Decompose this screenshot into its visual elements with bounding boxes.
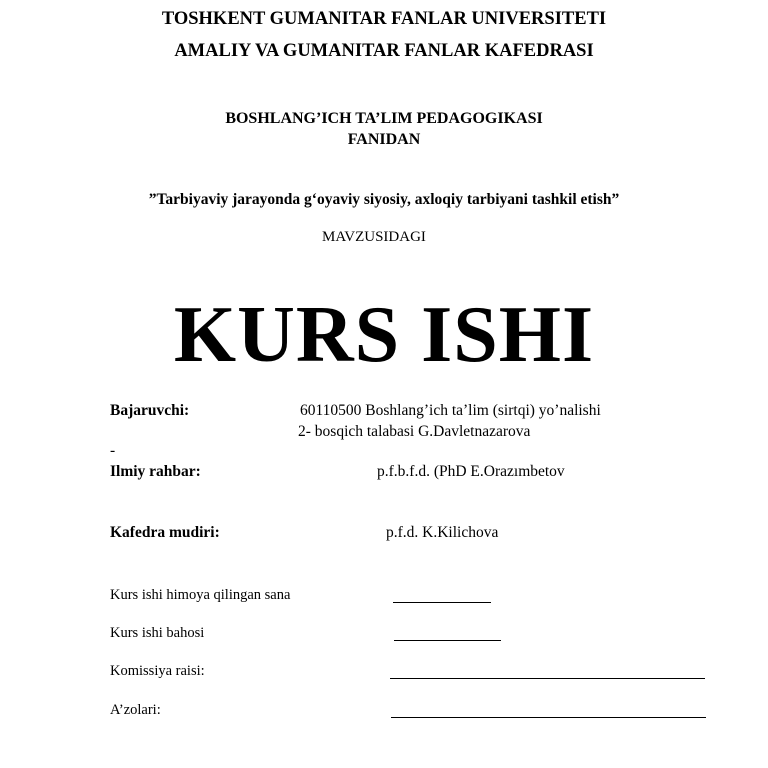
defense-date-blank [393, 602, 491, 603]
executor-program: 60110500 Boshlang’ich ta’lim (sirtqi) yo’nalishi [300, 402, 601, 419]
department-head-value: p.f.d. K.Kilichova [386, 524, 499, 541]
supervisor-value: p.f.b.f.d. (PhD E.Orazımbetov [377, 463, 565, 480]
subject-suffix: FANIDAN [347, 131, 421, 148]
defense-date-label: Kurs ishi himoya qilingan sana [110, 587, 291, 603]
members-label: A’zolari: [110, 702, 161, 718]
university-name: TOSHKENT GUMANITAR FANLAR UNIVERSITETI [161, 9, 607, 29]
topic-title: ”Tarbiyaviy jarayonda g‘oyaviy siyosiy, axloqiy tarbiyani tashkil etish” [148, 191, 620, 208]
executor-student: 2- bosqich talabasi G.Davletnazarova [298, 423, 531, 440]
members-blank [391, 717, 706, 718]
subject-name: BOSHLANG’ICH TA’LIM PEDAGOGIKASI [225, 110, 543, 127]
grade-blank [394, 640, 501, 641]
commission-chair-blank [390, 678, 705, 679]
executor-label: Bajaruvchi: [110, 402, 190, 419]
department-head-label: Kafedra mudiri: [110, 524, 220, 541]
supervisor-label: Ilmiy rahbar: [110, 463, 201, 480]
commission-chair-label: Komissiya raisi: [110, 663, 205, 679]
department-name: AMALIY VA GUMANITAR FANLAR KAFEDRASI [174, 41, 594, 61]
topic-suffix: MAVZUSIDAGI [322, 229, 426, 245]
dash-mark: - [110, 442, 116, 459]
main-title: KURS ISHI [173, 291, 595, 379]
grade-label: Kurs ishi bahosi [110, 625, 205, 641]
